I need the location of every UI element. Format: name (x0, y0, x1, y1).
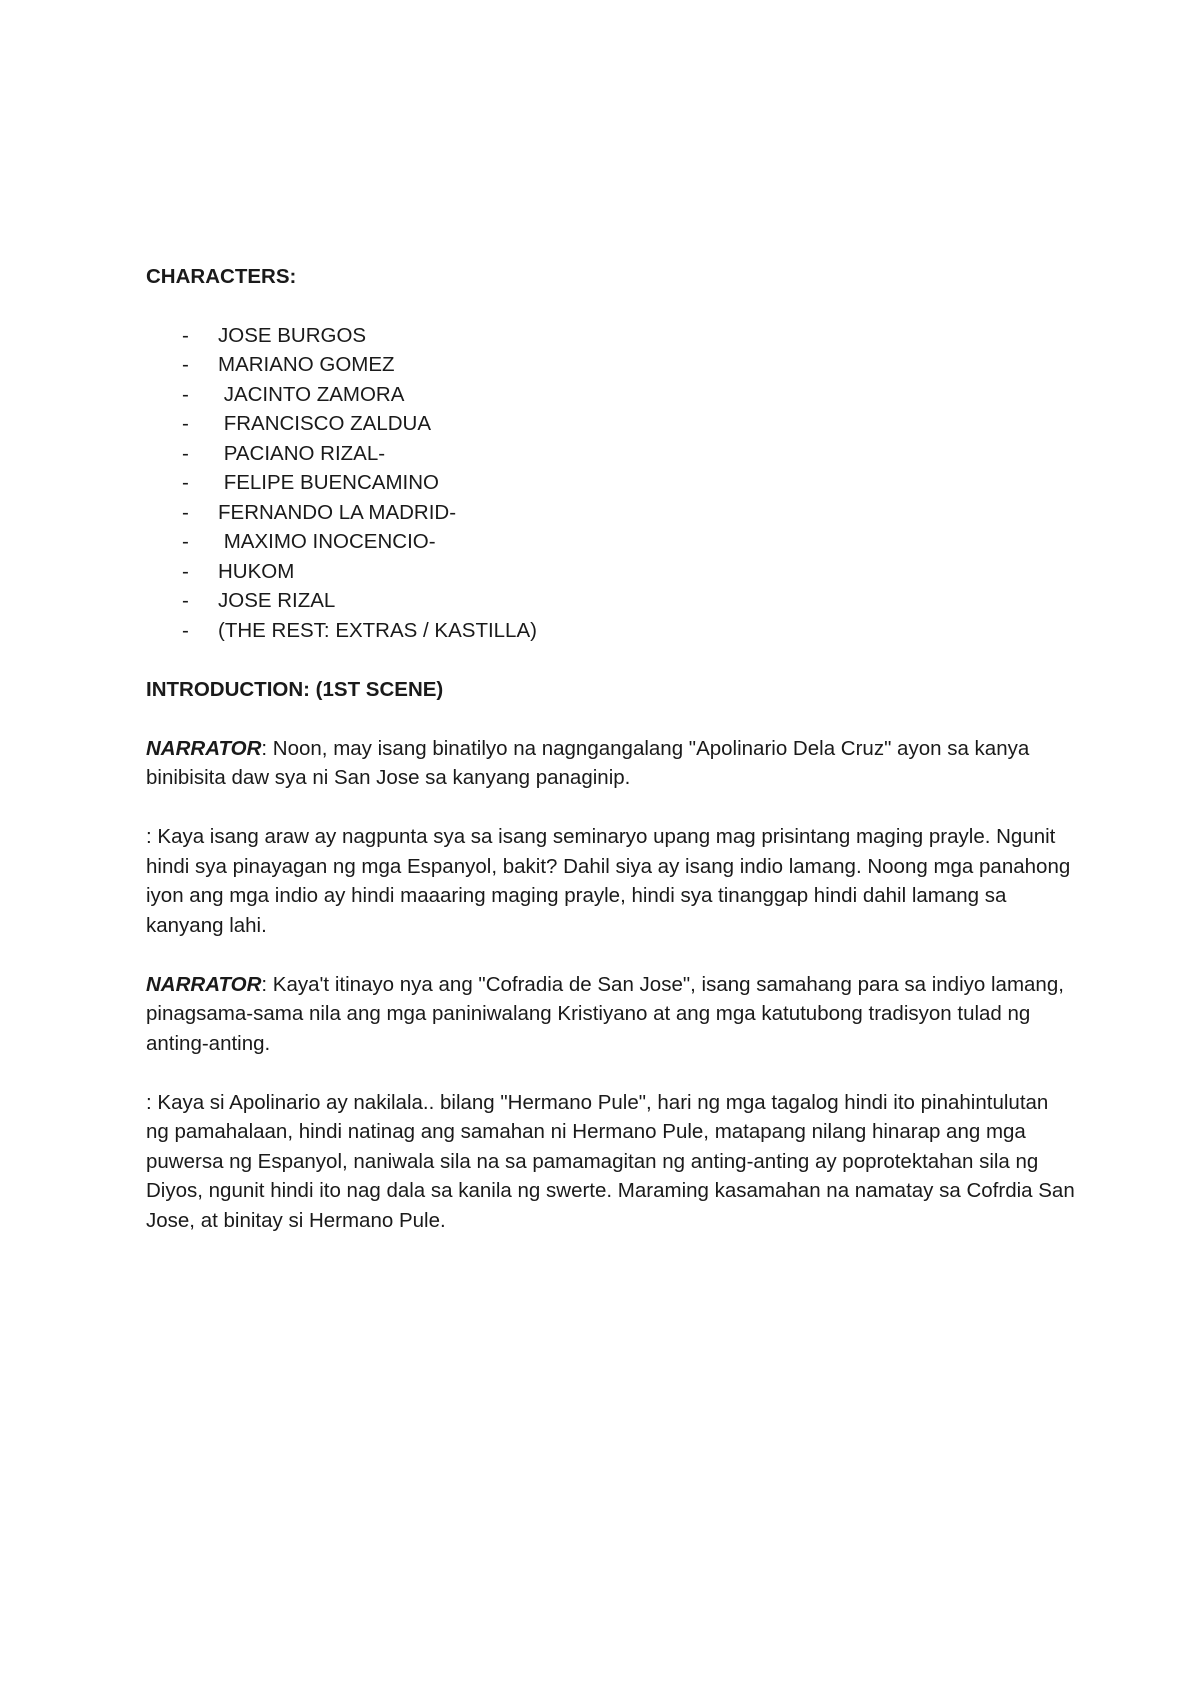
list-bullet: - (182, 323, 189, 347)
list-item (146, 498, 1076, 528)
document-page (146, 262, 1076, 1235)
character-name: FRANCISCO ZALDUA (218, 412, 431, 435)
character-name: JACINTO ZAMORA (218, 382, 405, 406)
character-name: JOSE RIZAL (218, 589, 336, 612)
introduction-heading: INTRODUCTION: (1ST SCENE) (146, 677, 444, 701)
character-name: JOSE BURGOS (218, 323, 367, 347)
narration-paragraph (146, 1088, 1076, 1236)
list-item (146, 616, 1076, 646)
speaker-label: NARRATOR (146, 972, 262, 996)
list-bullet: - (182, 471, 189, 494)
narration-paragraph (146, 822, 1076, 940)
paragraph-text: : Kaya si Apolinario ay nakilala.. bilang "Hermano Pule", hari ng mga tagalog hindi ito pinahintulutan ng pamahalaan, hindi natinag ang samahan ni Hermano Pule, matapang nilang hinarap ang mga puwersa ng Espanyol, naniwala sila na sa pamamagitan ng anting-anting ay poprotektahan sila ng Diyos, ngunit hindi ito nag dala sa kanila ng swerte. Maraming kasamahan na namatay sa Cofrdia San Jose, at binitay si Hermano Pule. (146, 1090, 1075, 1232)
list-bullet: - (182, 382, 189, 406)
list-item (146, 586, 1076, 616)
list-item (146, 350, 1076, 380)
paragraph-text: : Kaya't itinayo nya ang "Cofradia de San Jose", isang samahang para sa indiyo lamang, pinagsama-sama nila ang mga paniniwalang Kristiyano at ang mga katutubong tradisyon tulad ng anting-anting. (146, 972, 1064, 1055)
list-item (146, 321, 1076, 351)
list-bullet: - (182, 559, 189, 583)
character-list (146, 321, 1076, 646)
character-name: FERNANDO LA MADRID- (218, 500, 457, 524)
character-name: MAXIMO INOCENCIO- (218, 530, 436, 553)
spacer (146, 940, 1076, 970)
list-item (146, 557, 1076, 587)
list-item (146, 439, 1076, 469)
character-name: (THE REST: EXTRAS / KASTILLA) (218, 618, 537, 642)
characters-heading: CHARACTERS: (146, 265, 297, 288)
character-name: PACIANO RIZAL- (218, 441, 386, 465)
list-item (146, 468, 1076, 498)
spacer (146, 1058, 1076, 1088)
paragraph-text: : Noon, may isang binatilyo na nagngangalang "Apolinario Dela Cruz" ayon sa kanya binibisita daw sya ni San Jose sa kanyang panaginip. (146, 736, 1030, 789)
character-name: MARIANO GOMEZ (218, 353, 395, 376)
narration-paragraph (146, 970, 1076, 1059)
list-bullet: - (182, 412, 189, 435)
character-name: FELIPE BUENCAMINO (218, 471, 439, 494)
speaker-label: NARRATOR (146, 736, 262, 760)
list-bullet: - (182, 589, 189, 612)
list-bullet: - (182, 353, 189, 376)
list-item (146, 380, 1076, 410)
list-bullet: - (182, 618, 189, 642)
narration-paragraph (146, 734, 1076, 793)
list-item (146, 527, 1076, 557)
character-name: HUKOM (218, 559, 295, 583)
spacer (146, 793, 1076, 823)
paragraph-text: : Kaya isang araw ay nagpunta sya sa isang seminaryo upang mag prisintang maging prayle. Ngunit hindi sya pinayagan ng mga Espanyol, bakit? Dahil siya ay isang indio lamang. Noong mga panahong iyon ang mga indio ay hindi maaaring maging prayle, hindi sya tinanggap hindi dahil lamang sa kanyang lahi. (146, 825, 1071, 937)
list-item (146, 409, 1076, 439)
spacer (146, 704, 1076, 734)
list-bullet: - (182, 441, 189, 465)
spacer (146, 645, 1076, 675)
list-bullet: - (182, 500, 189, 524)
list-bullet: - (182, 530, 189, 553)
